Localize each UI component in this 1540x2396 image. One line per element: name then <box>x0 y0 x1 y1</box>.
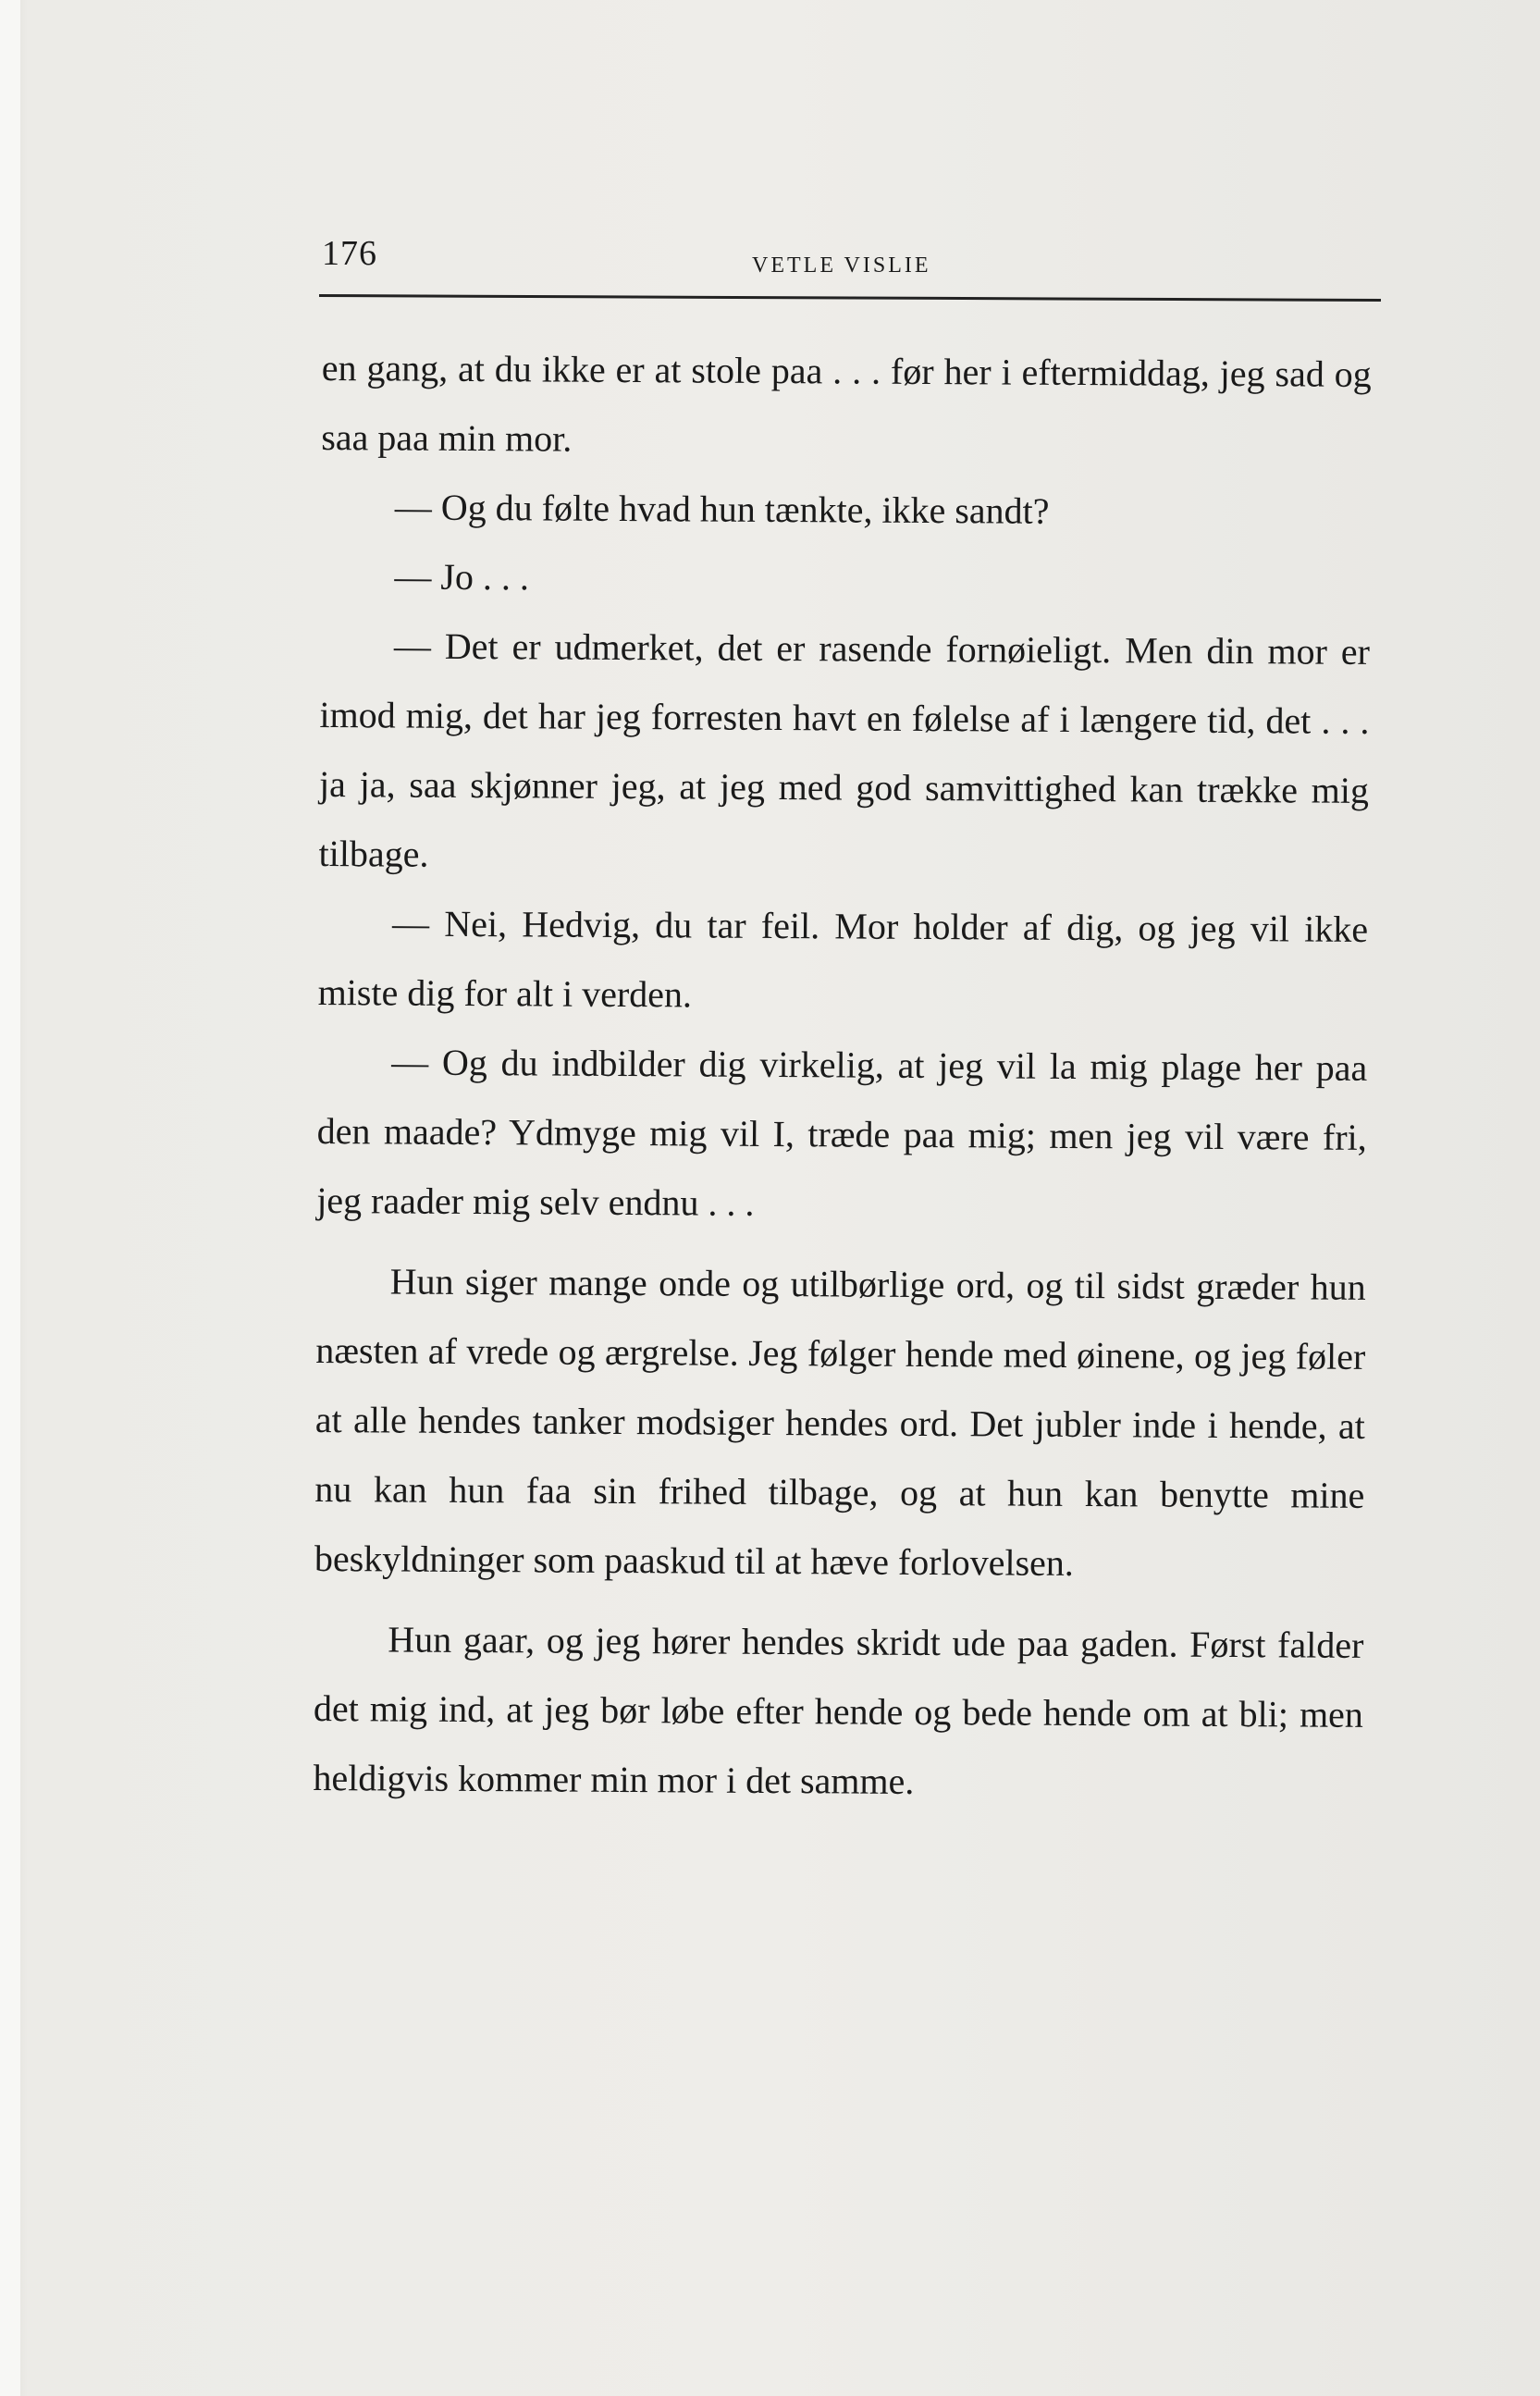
dialogue-line: — Nei, Hedvig, du tar feil. Mor holder af dig, og jeg vil ikke miste dig for alt i verden. <box>317 902 1369 1016</box>
header-rule <box>319 294 1381 302</box>
narrative-paragraph: Hun gaar, og jeg hører hendes skridt ude paa gaden. Først falder det mig ind, at jeg bør løbe efter hende og bede hende om at bli; men heldigvis kommer min mor i det samme. <box>313 1618 1364 1802</box>
page-edge <box>0 0 20 2396</box>
dialogue-line: — Og du følte hvad hun tænkte, ikke sandt? <box>394 486 1050 532</box>
running-header <box>322 233 1381 289</box>
dialogue-line: — Og du indbilder dig virkelig, at jeg vil la mig plage her paa den maade? Ydmyge mig vil I, træde paa mig; men jeg vil være fri, jeg raader mig selv endnu . . . <box>316 1041 1368 1224</box>
paragraph-continued: en gang, at du ikke er at stole paa . . . før her i eftermiddag, jeg sad og saa paa min mor. <box>321 346 1372 460</box>
dialogue-line: — Jo . . . <box>394 555 530 599</box>
body-text <box>313 333 1372 1819</box>
running-title: VETLE VISLIE <box>752 253 931 278</box>
page-number: 176 <box>322 234 377 273</box>
narrative-paragraph: Hun siger mange onde og utilbørlige ord, og til sidst græder hun næsten af vrede og ærgrelse. Jeg følger hende med øinene, og jeg føler at alle hendes tanker modsiger hendes ord. Det jubler inde i hende, at nu kan hun faa sin frihed tilbage, og at hun kan benytte mine beskyldninger som paaskud til at hæve forlovelsen. <box>314 1260 1366 1584</box>
dialogue-line: — Det er udmerket, det er rasende fornøieligt. Men din mor er imod mig, det har jeg forresten havt en følelse af i længere tid, det . . . ja ja, saa skjønner jeg, at jeg med god samvittighed kan trække mig tilbage. <box>318 624 1371 875</box>
